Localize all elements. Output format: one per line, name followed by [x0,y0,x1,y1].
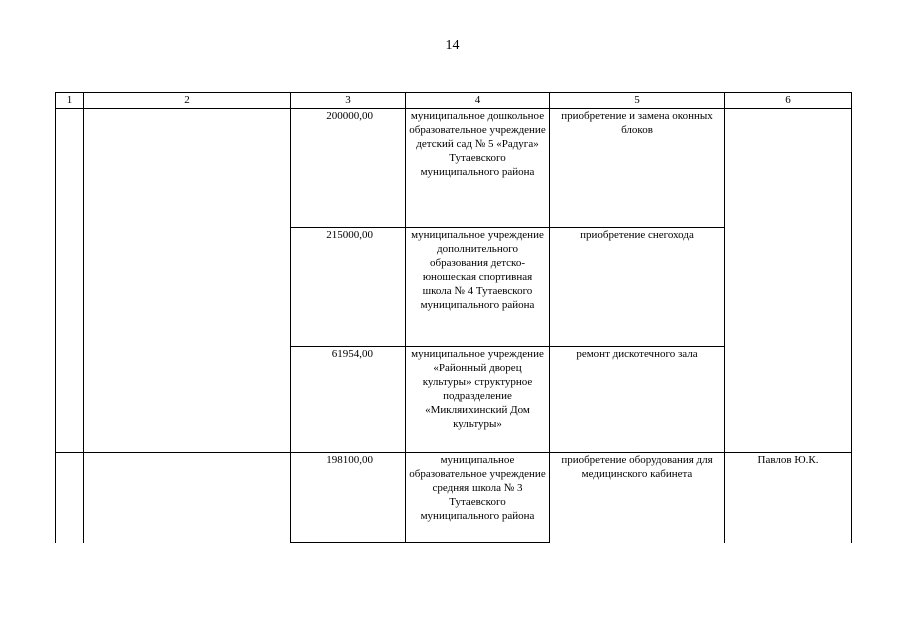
row-number-cell [56,453,84,543]
purpose-cell: приобретение снегохода [550,228,725,347]
amount-cell: 198100,00 [291,453,406,543]
column-header: 6 [725,93,852,109]
column-header: 2 [84,93,291,109]
table-row [56,109,852,228]
purpose-cell: ремонт дискотечного зала [550,347,725,453]
organization-cell: муниципальное дошкольное образовательное учреждение детский сад № 5 «Радуга» Тутаевского муниципального района [406,109,550,228]
row-number-cell [56,109,84,453]
recipient-cell [84,453,291,543]
column-header: 5 [550,93,725,109]
table-header-row [56,93,852,109]
column-header: 1 [56,93,84,109]
column-header: 4 [406,93,550,109]
amount-cell: 215000,00 [291,228,406,347]
amount-cell: 200000,00 [291,109,406,228]
purpose-cell: приобретение оборудования для медицинского кабинета [550,453,725,543]
organization-cell: муниципальное образовательное учреждение средняя школа № 3 Тутаевского муниципального района [406,453,550,543]
allocation-table [55,92,852,543]
recipient-cell [84,109,291,453]
person-cell: Павлов Ю.К. [725,453,852,543]
amount-cell: 61954,00 [291,347,406,453]
page-number: 14 [445,38,460,53]
person-cell [725,109,852,453]
organization-cell: муниципальное учреждение «Районный дворец культуры» структурное подразделение «Микляихинский Дом культуры» [406,347,550,453]
purpose-cell: приобретение и замена оконных блоков [550,109,725,228]
column-header: 3 [291,93,406,109]
organization-cell: муниципальное учреждение дополнительного образования детско-юношеская спортивная школа № 4 Тутаевского муниципального района [406,228,550,347]
table-row [56,453,852,543]
